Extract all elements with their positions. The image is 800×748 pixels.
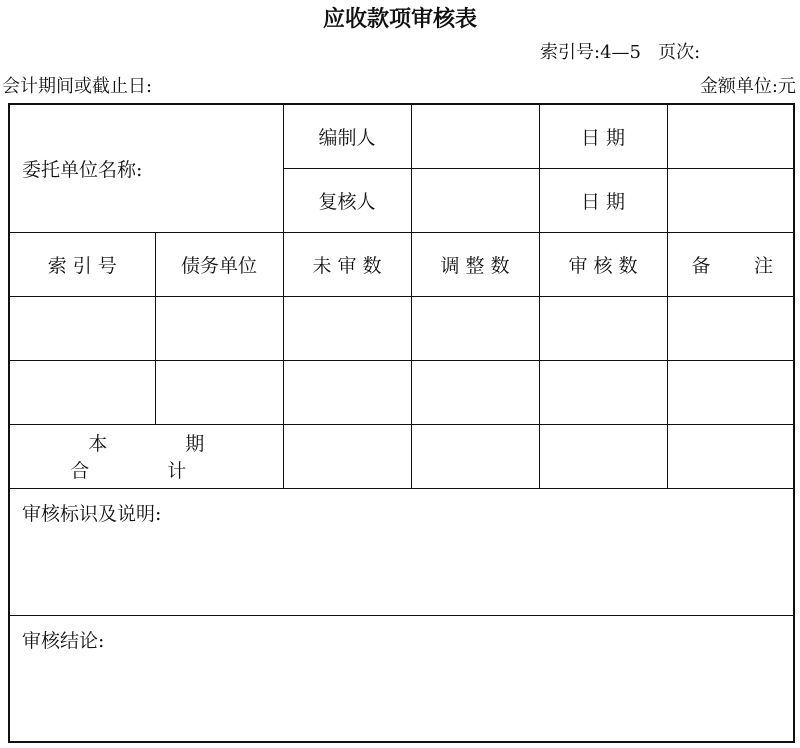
data-cell[interactable] (539, 360, 667, 424)
total-cell[interactable] (411, 424, 539, 488)
header-index-no: 索 引 号 (9, 232, 155, 296)
accounting-period-label: 会计期间或截止日: (2, 76, 153, 97)
total-row (9, 424, 794, 488)
header-audited: 审 核 数 (539, 232, 667, 296)
header-remarks (667, 232, 794, 296)
data-cell[interactable] (411, 360, 539, 424)
preparer-label: 编制人 (283, 104, 411, 168)
prepared-date-cell[interactable] (667, 104, 794, 168)
data-cell[interactable] (155, 296, 283, 360)
client-name-label: 委托单位名称: (22, 158, 143, 181)
preparer-value-cell[interactable] (411, 104, 539, 168)
index-page-info: 索引号:4—5 页次: (540, 42, 701, 63)
table-row (9, 360, 794, 424)
audit-marks-section[interactable] (9, 488, 794, 615)
period-total-text: 本 期 合 计 (70, 433, 241, 482)
header-debtor: 债务单位 (155, 232, 283, 296)
client-name-cell[interactable] (9, 104, 283, 232)
reviewed-date-cell[interactable] (667, 168, 794, 232)
audit-marks-label: 审核标识及说明: (22, 502, 162, 525)
page-title: 应收款项审核表 (322, 7, 477, 32)
data-cell[interactable] (283, 360, 411, 424)
audit-conclusion-label: 审核结论: (22, 629, 105, 652)
header-unaudited: 未 审 数 (283, 232, 411, 296)
prepared-date-label: 日 期 (539, 104, 667, 168)
period-total-label (9, 424, 283, 488)
data-cell[interactable] (539, 296, 667, 360)
data-cell[interactable] (9, 296, 155, 360)
total-cell[interactable] (667, 424, 794, 488)
data-cell[interactable] (155, 360, 283, 424)
header-remarks-left: 备 (691, 254, 711, 277)
reviewer-label: 复核人 (283, 168, 411, 232)
data-cell[interactable] (9, 360, 155, 424)
data-cell[interactable] (283, 296, 411, 360)
data-cell[interactable] (667, 296, 794, 360)
total-cell[interactable] (539, 424, 667, 488)
amount-unit-label: 金额单位:元 (699, 76, 796, 97)
audit-conclusion-section[interactable] (9, 615, 794, 742)
reviewed-date-label: 日 期 (539, 168, 667, 232)
receivables-review-table (8, 103, 795, 743)
total-cell[interactable] (283, 424, 411, 488)
reviewer-value-cell[interactable] (411, 168, 539, 232)
header-adjustment: 调 整 数 (411, 232, 539, 296)
table-row (9, 296, 794, 360)
data-cell[interactable] (667, 360, 794, 424)
header-remarks-right: 注 (753, 254, 773, 277)
data-cell[interactable] (411, 296, 539, 360)
